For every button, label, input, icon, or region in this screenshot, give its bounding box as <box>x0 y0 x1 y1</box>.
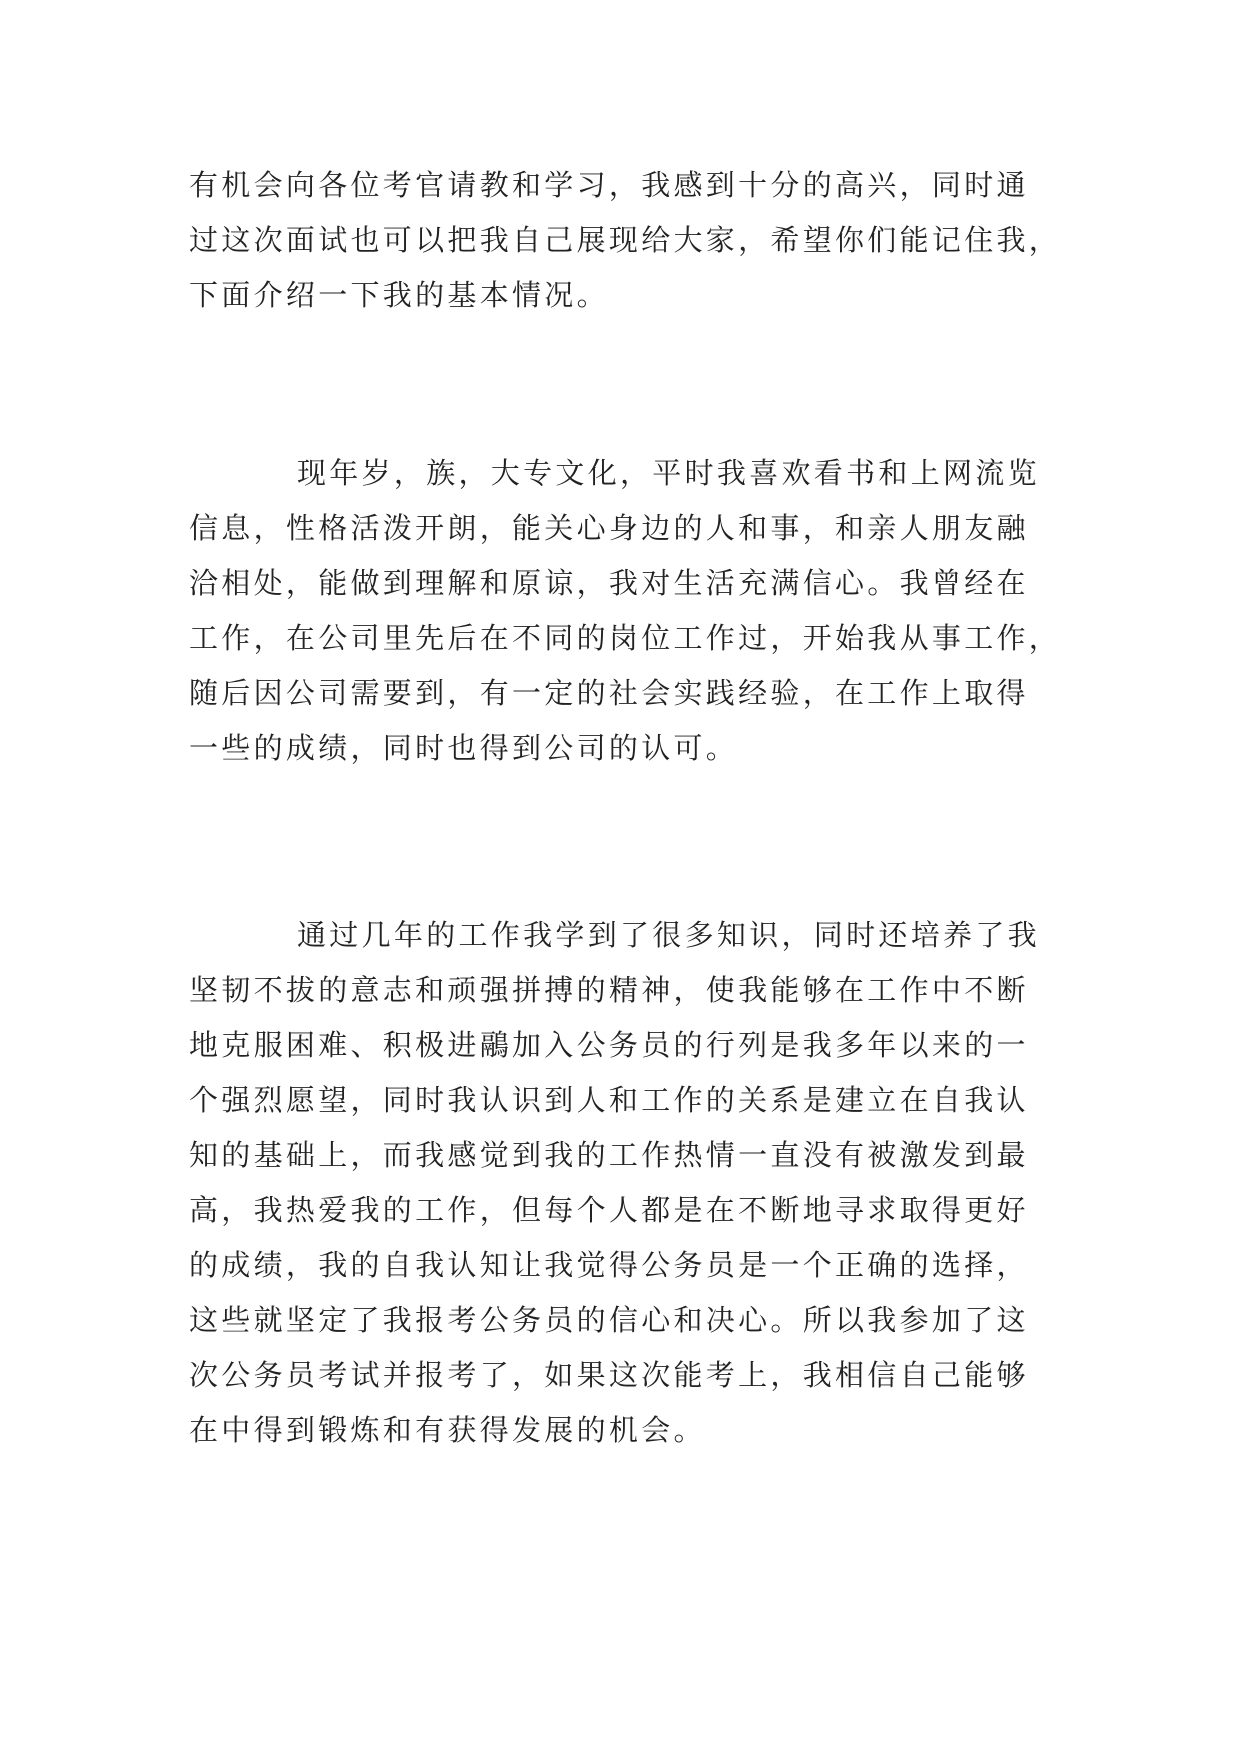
text-line: 现年岁，族，大专文化，平时我喜欢看书和上网流览 <box>297 456 1040 490</box>
text-line: 过这次面试也可以把我自己展现给大家，希望你们能记住我， <box>189 223 1062 257</box>
text-line: 信息，性格活泼开朗，能关心身边的人和事，和亲人朋友融 <box>189 511 1029 545</box>
text-line: 随后因公司需要到，有一定的社会实践经验，在工作上取得 <box>189 676 1029 710</box>
text-line: 的成绩，我的自我认知让我觉得公务员是一个正确的选择， <box>189 1248 1029 1282</box>
text-line: 工作，在公司里先后在不同的岗位工作过，开始我从事工作， <box>189 621 1062 655</box>
text-line: 这些就坚定了我报考公务员的信心和决心。所以我参加了这 <box>189 1303 1029 1337</box>
paragraph-background <box>189 446 1069 776</box>
paragraph-intro <box>189 158 1069 323</box>
text-line: 一些的成绩，同时也得到公司的认可。 <box>189 731 739 765</box>
paragraph-motivation <box>189 908 1069 1458</box>
text-line: 下面介绍一下我的基本情况。 <box>189 278 609 312</box>
text-line: 次公务员考试并报考了，如果这次能考上，我相信自己能够 <box>189 1358 1029 1392</box>
text-line: 个强烈愿望，同时我认识到人和工作的关系是建立在自我认 <box>189 1083 1029 1117</box>
text-line: 通过几年的工作我学到了很多知识，同时还培养了我 <box>297 918 1040 952</box>
text-line: 高，我热爱我的工作，但每个人都是在不断地寻求取得更好 <box>189 1193 1029 1227</box>
text-line: 在中得到锻炼和有获得发展的机会。 <box>189 1413 706 1447</box>
text-line: 有机会向各位考官请教和学习，我感到十分的高兴，同时通 <box>189 168 1029 202</box>
text-line: 洽相处，能做到理解和原谅，我对生活充满信心。我曾经在 <box>189 566 1029 600</box>
text-line: 地克服困难、积极进鷊加入公务员的行列是我多年以来的一 <box>189 1028 1029 1062</box>
text-line: 坚韧不拔的意志和顽强拼搏的精神，使我能够在工作中不断 <box>189 973 1029 1007</box>
text-line: 知的基础上，而我感觉到我的工作热情一直没有被激发到最 <box>189 1138 1029 1172</box>
